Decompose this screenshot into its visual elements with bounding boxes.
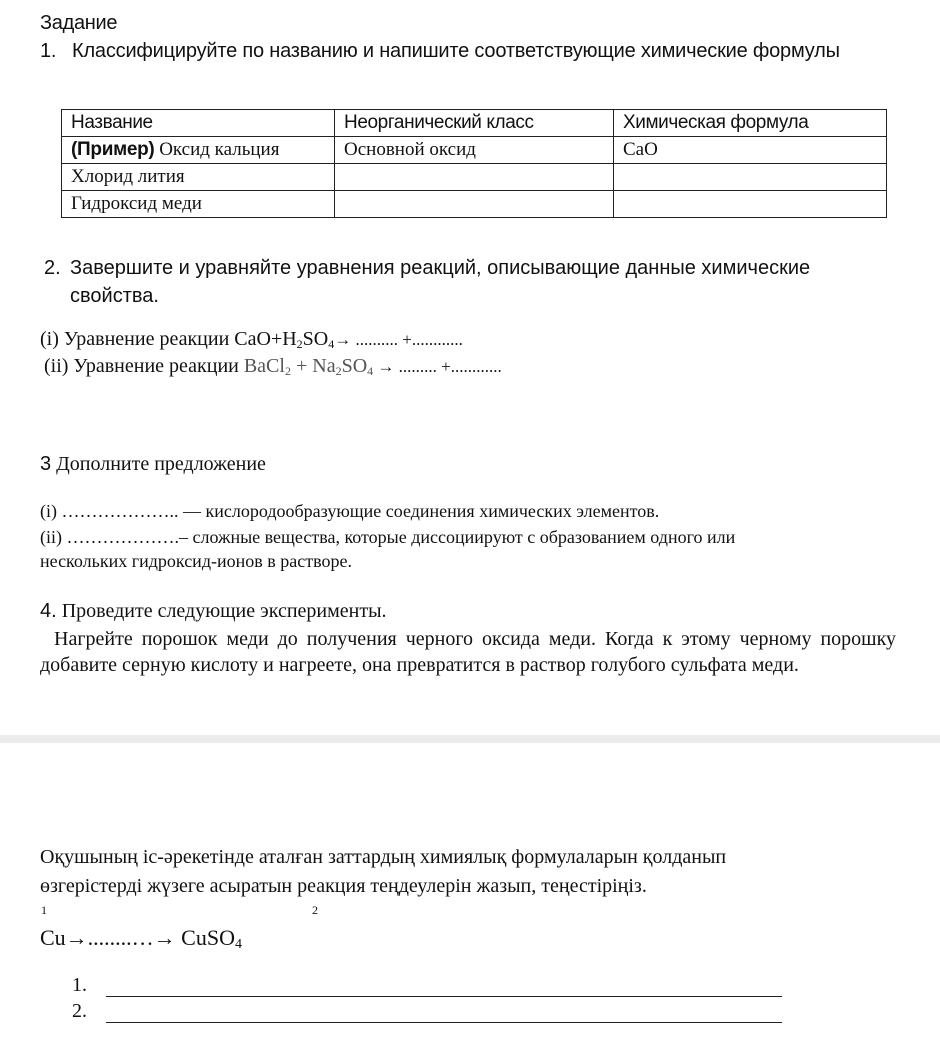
eq1-blanks: → .......... +............ xyxy=(334,330,463,349)
kazakh-instruction-line2: өзгерістерді жүзеге асыратын реакция теңдеулерін жазып, теңестіріңіз. xyxy=(40,875,647,897)
answer-number: 2. xyxy=(72,1000,87,1022)
eq2-so: SO xyxy=(341,355,368,377)
table-row xyxy=(62,137,887,164)
cell-name: Гидроксид меди xyxy=(62,191,335,218)
cell-class: Основной оксид xyxy=(335,137,614,164)
eq2-bacl: BaCl xyxy=(243,355,285,377)
cell-name xyxy=(62,137,335,164)
header-class: Неорганический класс xyxy=(335,110,614,137)
classification-table xyxy=(61,109,887,218)
eq1-mid: SO xyxy=(302,328,329,350)
chain-sub: 4 xyxy=(234,937,242,952)
eq2-sub: 2 xyxy=(335,364,342,378)
task-3-sentence-2: (ii) ……………….– сложные вещества, которые диссоциируют с образованием одного или xyxy=(40,527,736,547)
table-row xyxy=(62,191,887,218)
step-marker-2: 2 xyxy=(312,903,318,917)
step-marker-1: 1 xyxy=(41,903,47,917)
example-label: (Пример) xyxy=(71,139,155,160)
table-header-row xyxy=(62,110,887,137)
conversion-chain xyxy=(40,925,242,951)
task-3-sentence-2-cont: нескольких гидроксид-ионов в растворе. xyxy=(40,551,352,571)
task-4-paragraph: Нагрейте порошок меди до получения черного оксида меди. Когда к этому черному порошку добавите серную кислоту и нагреете, она превратится в раствор голубого сульфата меди. xyxy=(40,628,896,676)
task-1-text: Классифицируйте по названию и напишите соответствующие химические формулы xyxy=(72,40,840,62)
task-3-number: 3 xyxy=(40,453,52,475)
task-2-text-line1: Завершите и уравняйте уравнения реакций, описывающие данные химические xyxy=(70,257,811,279)
header-formula: Химическая формула xyxy=(614,110,887,137)
task-2-text-line2: свойства. xyxy=(70,285,159,307)
answer-number: 1. xyxy=(72,974,87,996)
answer-blank[interactable] xyxy=(106,1022,782,1023)
reaction-equation-2 xyxy=(44,355,502,378)
reaction-equation-1 xyxy=(40,328,463,351)
eq2-blanks: → ......... +............ xyxy=(373,357,502,376)
cell-formula[interactable] xyxy=(614,191,887,218)
eq2-sub: 2 xyxy=(284,364,291,378)
answer-line-1[interactable] xyxy=(72,974,87,997)
page-heading: Задание xyxy=(40,12,118,34)
cell-name-text: Оксид кальция xyxy=(159,139,280,160)
answer-blank[interactable] xyxy=(106,996,782,997)
kazakh-instruction-line1: Оқушының іс-әрекетінде аталған заттардың химиялық формулаларын қолданып xyxy=(40,846,727,868)
eq2-prefix: (ii) Уравнение реакции xyxy=(44,355,244,377)
task-2-prompt xyxy=(44,254,844,310)
answer-line-2[interactable] xyxy=(72,1000,87,1023)
task-4-title-text: Проведите следующие эксперименты. xyxy=(56,600,387,622)
task-3-sentence-1: (i) ……………….. — кислородообразующие соединения химических элементов. xyxy=(40,501,660,521)
task-3-title xyxy=(40,453,266,476)
task-2-number: 2. xyxy=(44,257,61,279)
eq1-sub: 2 xyxy=(296,337,303,351)
eq1-sub: 4 xyxy=(328,337,335,351)
eq2-sub: 4 xyxy=(367,364,374,378)
task-1-number: 1. xyxy=(40,40,57,62)
cell-name: Хлорид лития xyxy=(62,164,335,191)
cell-formula: CaO xyxy=(614,137,887,164)
cell-class[interactable] xyxy=(335,164,614,191)
eq1-prefix: (i) Уравнение реакции CaO+H xyxy=(40,328,297,350)
page-divider xyxy=(0,735,940,743)
task-4-title xyxy=(40,600,387,623)
task-3-title-text: Дополните предложение xyxy=(51,453,266,475)
chain-text: Cu→........…→ CuSO xyxy=(40,925,235,950)
eq2-na: + Na xyxy=(290,355,336,377)
task-1-prompt xyxy=(40,40,840,63)
table-row xyxy=(62,164,887,191)
cell-class[interactable] xyxy=(335,191,614,218)
header-name: Название xyxy=(62,110,335,137)
task-4-number: 4. xyxy=(40,600,57,622)
cell-formula[interactable] xyxy=(614,164,887,191)
